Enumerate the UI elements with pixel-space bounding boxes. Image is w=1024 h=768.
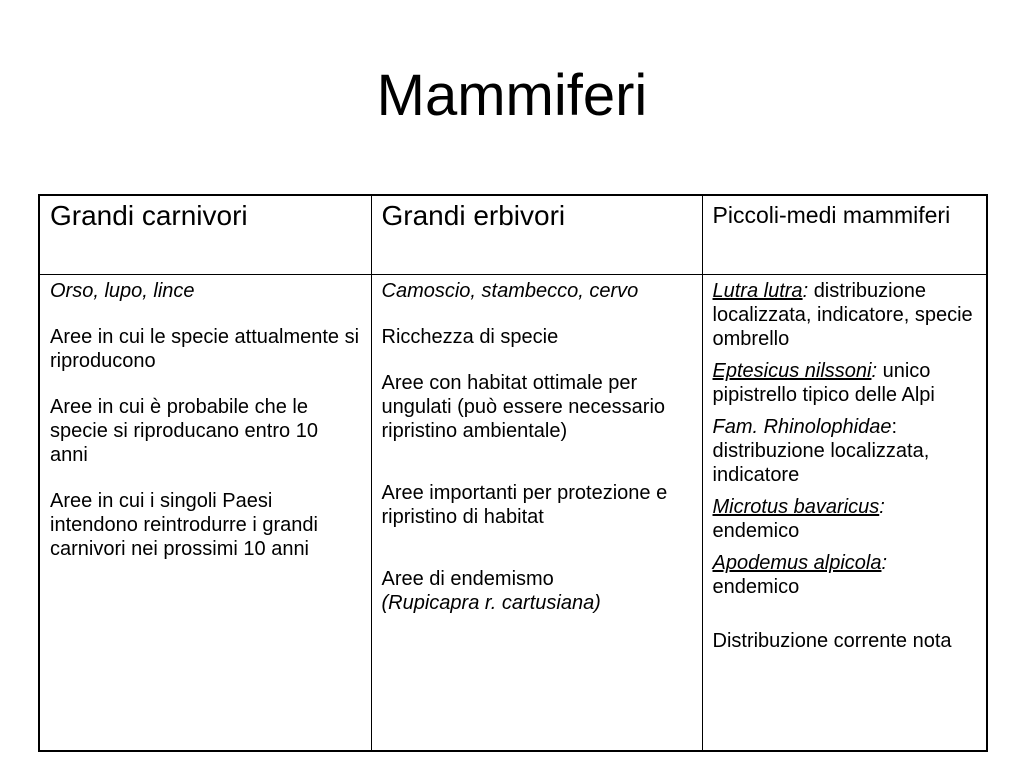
species-separator: : xyxy=(871,360,878,382)
species-entry xyxy=(713,551,977,599)
species-description: endemico xyxy=(712,520,800,542)
header-large-carnivores: Grandi carnivori xyxy=(39,195,371,275)
species-entry xyxy=(713,279,977,351)
species-separator: : xyxy=(881,552,888,574)
mammals-table xyxy=(38,194,988,752)
distribution-note: Distribuzione corrente nota xyxy=(712,630,952,652)
cell-large-carnivores xyxy=(39,275,371,752)
endemism-species: (Rupicapra r. cartusiana) xyxy=(381,592,601,614)
slide-title: Mammiferi xyxy=(376,63,648,128)
list-item: Aree con habitat ottimale per ungulati (può essere necessario ripristino ambientale) xyxy=(381,372,666,442)
species-separator: : xyxy=(802,280,809,302)
species-name: Fam. Rhinolophidae xyxy=(712,416,892,438)
header-large-herbivores: Grandi erbivori xyxy=(371,195,702,275)
herbivore-species: Camoscio, stambecco, cervo xyxy=(381,280,639,302)
species-name: Microtus bavaricus xyxy=(712,496,880,518)
species-description: distribuzione localizzata, indicatore xyxy=(712,440,930,486)
endemism-item xyxy=(382,567,692,615)
species-name: Apodemus alpicola xyxy=(712,552,882,574)
species-separator: : xyxy=(879,496,885,518)
cell-large-herbivores xyxy=(371,275,702,752)
species-name: Lutra lutra xyxy=(712,280,803,302)
header-row xyxy=(39,195,987,275)
species-entry xyxy=(713,495,977,543)
species-separator: : xyxy=(891,416,898,438)
list-item: Ricchezza di specie xyxy=(381,326,559,348)
header-small-medium-mammals: Piccoli-medi mammiferi xyxy=(702,195,987,275)
species-description: unico pipistrello tipico delle Alpi xyxy=(712,360,935,406)
species-description: endemico xyxy=(712,576,800,598)
endemism-label: Aree di endemismo xyxy=(381,568,554,590)
cell-small-medium-mammals xyxy=(702,275,987,752)
species-description: distribuzione localizzata, indicatore, specie ombrello xyxy=(712,280,973,350)
content-row xyxy=(39,275,987,752)
list-item: Aree in cui le specie attualmente si riproducono xyxy=(50,326,360,372)
species-entry xyxy=(713,415,977,487)
list-item: Aree in cui è probabile che le specie si riproducano entro 10 anni xyxy=(50,396,318,466)
species-name: Eptesicus nilssoni xyxy=(712,360,872,382)
species-entry xyxy=(713,359,977,407)
list-item: Aree importanti per protezione e ripristino di habitat xyxy=(381,482,668,528)
carnivore-species: Orso, lupo, lince xyxy=(50,280,195,302)
list-item: Aree in cui i singoli Paesi intendono reintrodurre i grandi carnivori nei prossimi 10 anni xyxy=(50,490,318,560)
